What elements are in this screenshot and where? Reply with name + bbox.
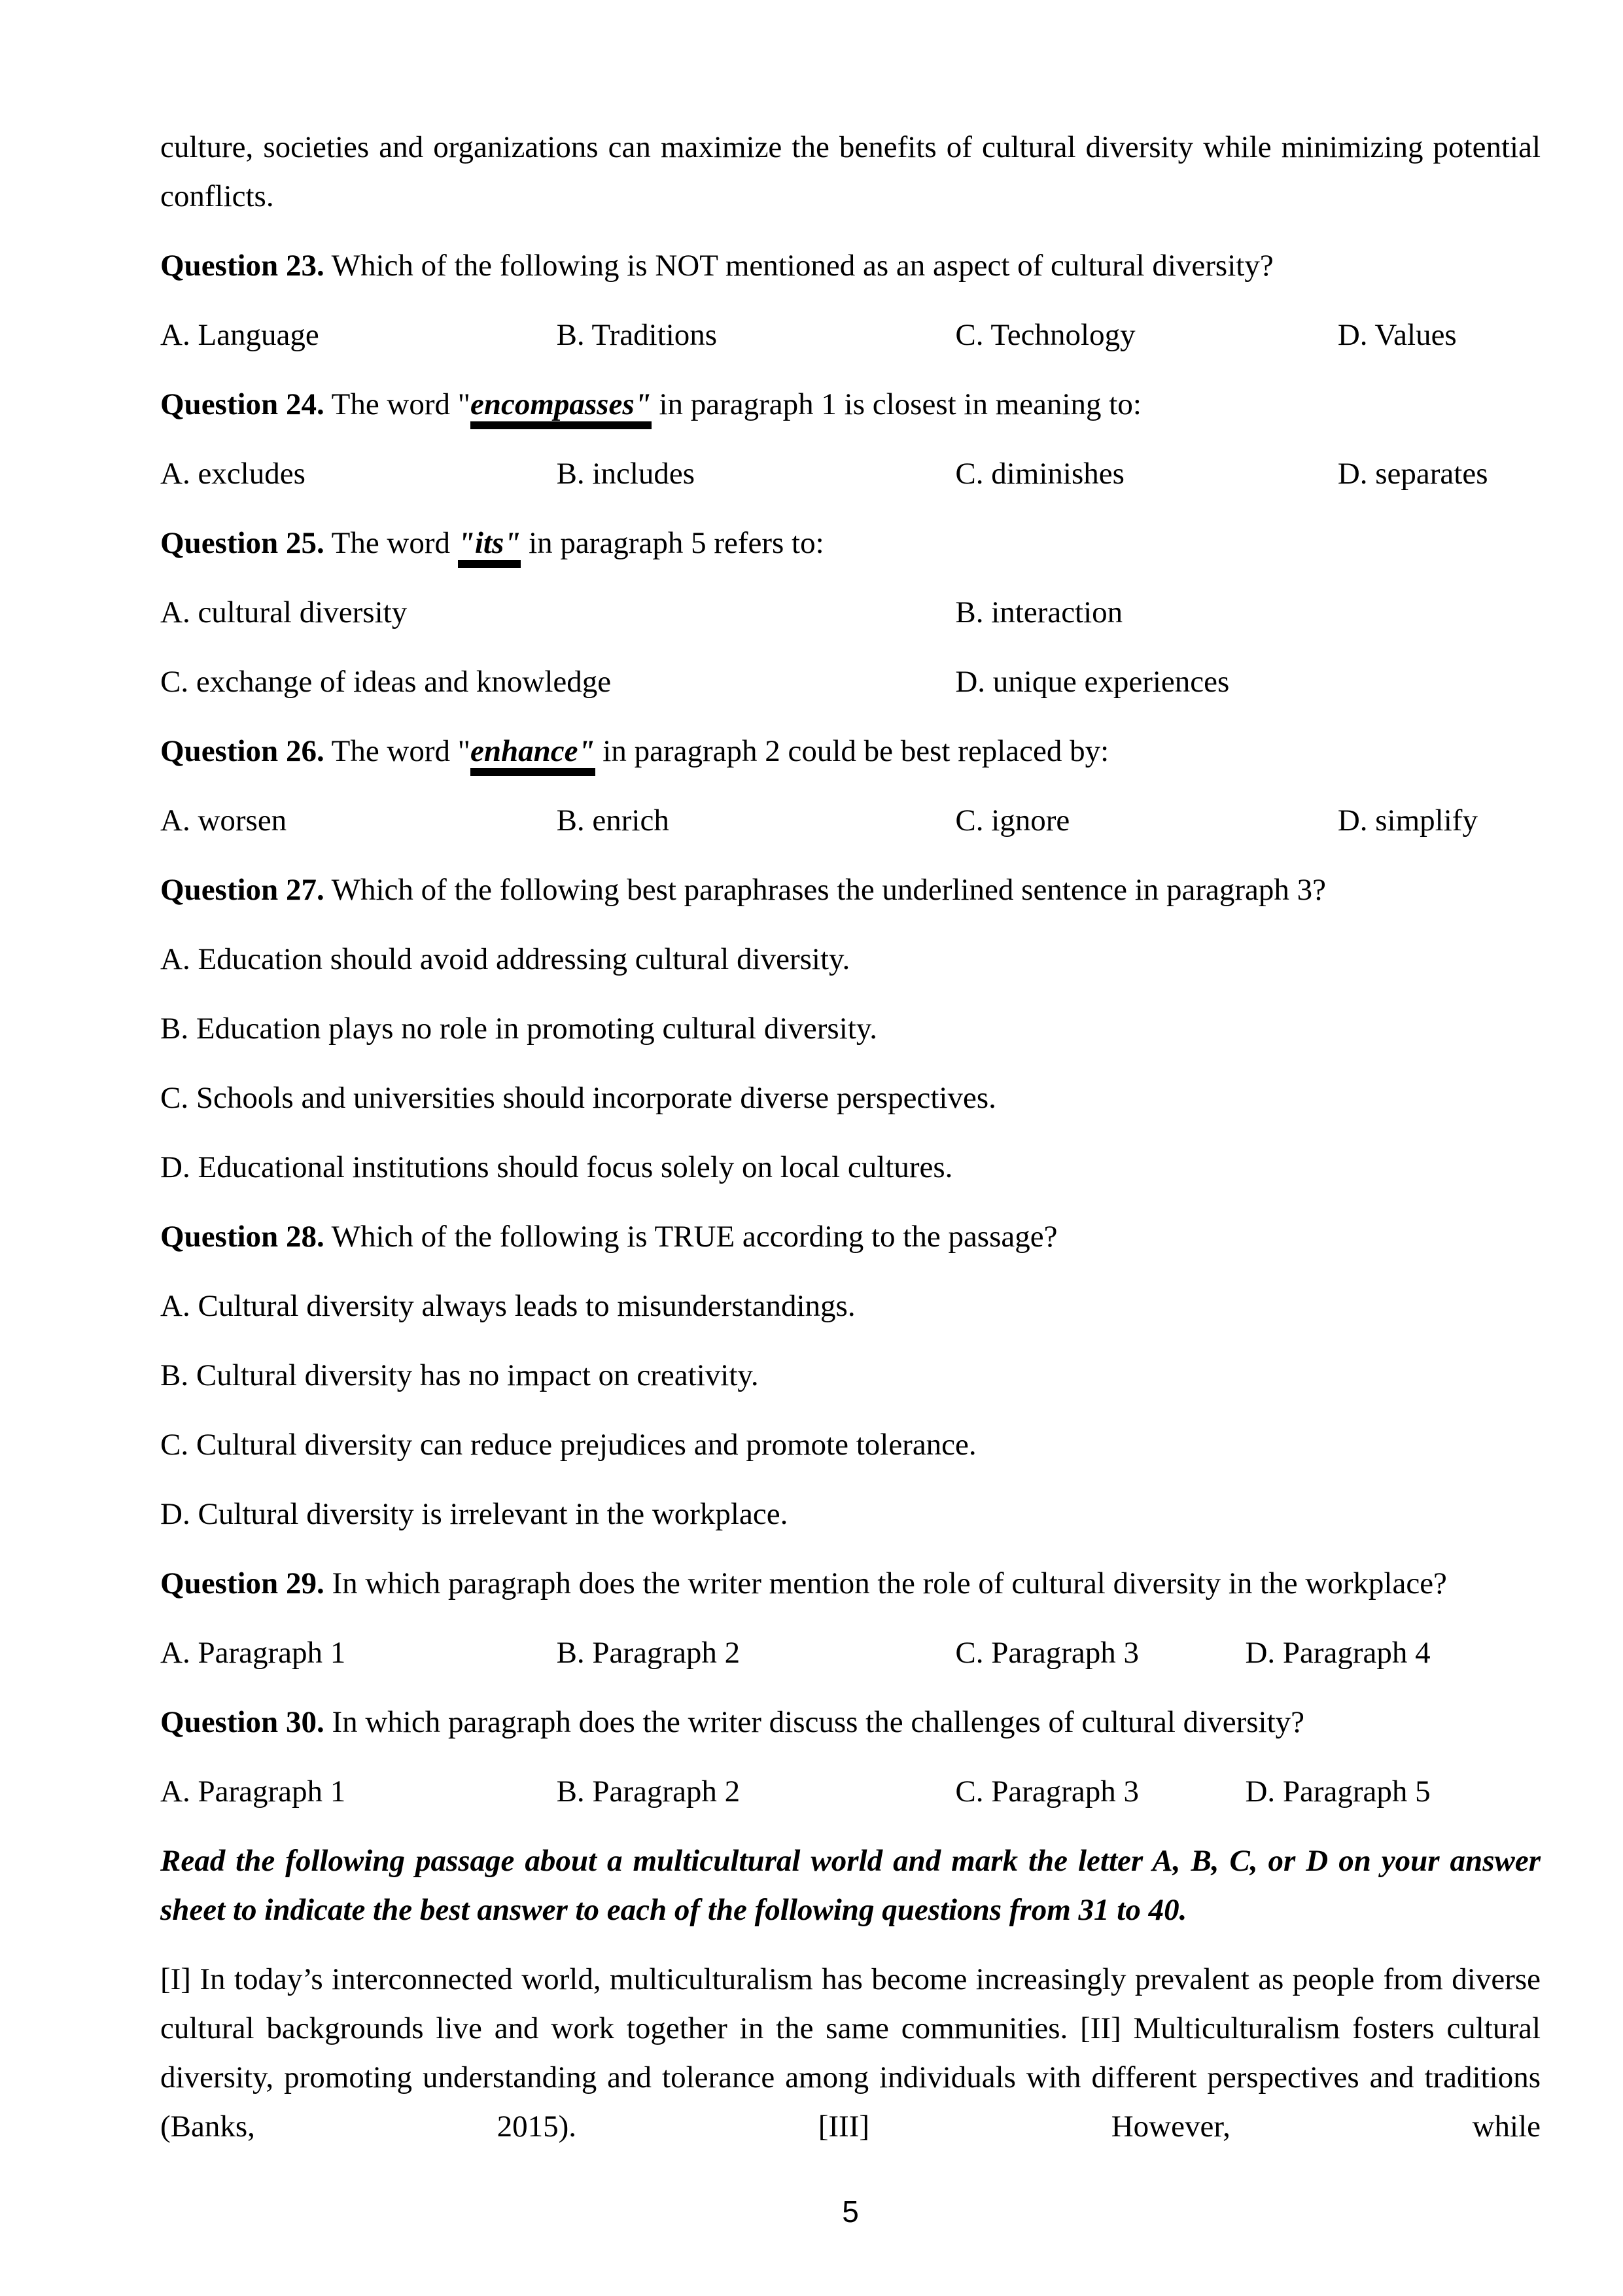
question-24-keyword: encompasses" xyxy=(470,387,652,429)
option-28-b: B. Cultural diversity has no impact on creativity. xyxy=(160,1358,759,1392)
question-24 xyxy=(160,380,1541,429)
option-24-d: D. separates xyxy=(1337,457,1488,491)
question-30 xyxy=(160,1698,1541,1747)
option-30-c: C. Paragraph 3 xyxy=(955,1775,1139,1809)
option-30-d: D. Paragraph 5 xyxy=(1245,1775,1431,1809)
option-24-b: B. includes xyxy=(556,457,695,491)
option-29-c: C. Paragraph 3 xyxy=(955,1636,1139,1670)
question-26-text-rest: in paragraph 2 could be best replaced by: xyxy=(595,734,1109,768)
question-26-text-pre: The word " xyxy=(324,734,470,768)
question-29-options xyxy=(160,1629,1541,1678)
option-28-c: C. Cultural diversity can reduce prejudices and promote tolerance. xyxy=(160,1428,977,1462)
option-29-d: D. Paragraph 4 xyxy=(1245,1636,1431,1670)
question-29-label: Question 29. xyxy=(160,1566,324,1600)
question-26 xyxy=(160,727,1541,776)
question-27-text: Which of the following best paraphrases the underlined sentence in paragraph 3? xyxy=(324,873,1327,907)
option-30-a: A. Paragraph 1 xyxy=(160,1775,346,1809)
paragraph-continuation: culture, societies and organizations can maximize the benefits of cultural diversity while minimizing potential conflicts. xyxy=(160,130,1541,213)
question-25-options-row-1 xyxy=(160,588,1541,637)
question-29-text: In which paragraph does the writer mention the role of cultural diversity in the workplace? xyxy=(324,1566,1447,1600)
question-24-text-pre: The word " xyxy=(324,387,470,421)
option-30-b: B. Paragraph 2 xyxy=(556,1775,741,1809)
option-26-a: A. worsen xyxy=(160,804,287,838)
option-25-c: C. exchange of ideas and knowledge xyxy=(160,665,612,699)
option-25-b: B. interaction xyxy=(955,595,1123,629)
option-25-d: D. unique experiences xyxy=(955,665,1230,699)
question-23-label: Question 23. xyxy=(160,249,324,283)
question-30-options xyxy=(160,1767,1541,1816)
question-27-label: Question 27. xyxy=(160,873,324,907)
option-23-c: C. Technology xyxy=(955,318,1136,352)
question-26-label: Question 26. xyxy=(160,734,324,768)
question-25-options-row-2 xyxy=(160,658,1541,707)
option-27-b: B. Education plays no role in promoting cultural diversity. xyxy=(160,1012,878,1046)
page-number: 5 xyxy=(842,2195,859,2229)
option-27-d: D. Educational institutions should focus solely on local cultures. xyxy=(160,1150,953,1184)
question-24-text-rest: in paragraph 1 is closest in meaning to: xyxy=(651,387,1142,421)
question-25-text-rest: in paragraph 5 refers to: xyxy=(521,526,824,560)
question-26-options xyxy=(160,796,1541,845)
question-28-label: Question 28. xyxy=(160,1220,324,1254)
question-28-text: Which of the following is TRUE according to the passage? xyxy=(324,1220,1058,1254)
option-26-c: C. ignore xyxy=(955,804,1070,838)
question-26-keyword: enhance" xyxy=(470,734,595,776)
question-23 xyxy=(160,241,1541,291)
reading-passage: [I] In today’s interconnected world, multiculturalism has become increasingly prevalent as people from diverse cultural backgrounds live and work together in the same communities. [II] Multiculturalism fosters cultural diversity, promoting understanding and tolerance among individuals with different perspectives and traditions (Banks, 2015). [III] However, while xyxy=(160,1962,1541,2144)
question-27 xyxy=(160,866,1541,915)
option-24-c: C. diminishes xyxy=(955,457,1125,491)
question-24-label: Question 24. xyxy=(160,387,324,421)
question-30-text: In which paragraph does the writer discuss the challenges of cultural diversity? xyxy=(324,1705,1304,1739)
question-30-label: Question 30. xyxy=(160,1705,324,1739)
option-29-b: B. Paragraph 2 xyxy=(556,1636,741,1670)
question-25-text-pre: The word xyxy=(324,526,458,560)
option-23-b: B. Traditions xyxy=(556,318,718,352)
question-28 xyxy=(160,1212,1541,1262)
option-23-a: A. Language xyxy=(160,318,319,352)
option-26-d: D. simplify xyxy=(1337,804,1478,838)
question-25 xyxy=(160,519,1541,568)
page-content xyxy=(160,123,1541,2172)
question-29 xyxy=(160,1559,1541,1608)
option-23-d: D. Values xyxy=(1337,318,1457,352)
section-instruction: Read the following passage about a multicultural world and mark the letter A, B, C, or D on your answer sheet to indicate the best answer to each of the following questions from 31 to 40. xyxy=(160,1844,1541,1927)
option-26-b: B. enrich xyxy=(556,804,669,838)
option-29-a: A. Paragraph 1 xyxy=(160,1636,346,1670)
question-25-label: Question 25. xyxy=(160,526,324,560)
option-25-a: A. cultural diversity xyxy=(160,595,408,629)
option-27-c: C. Schools and universities should incorporate diverse perspectives. xyxy=(160,1081,996,1115)
option-27-a: A. Education should avoid addressing cultural diversity. xyxy=(160,942,850,976)
question-23-text: Which of the following is NOT mentioned as an aspect of cultural diversity? xyxy=(324,249,1274,283)
option-24-a: A. excludes xyxy=(160,457,305,491)
question-23-options xyxy=(160,311,1541,360)
question-24-options xyxy=(160,450,1541,499)
option-28-a: A. Cultural diversity always leads to misunderstandings. xyxy=(160,1289,856,1323)
question-25-keyword: "its" xyxy=(458,526,521,568)
option-28-d: D. Cultural diversity is irrelevant in the workplace. xyxy=(160,1497,788,1531)
